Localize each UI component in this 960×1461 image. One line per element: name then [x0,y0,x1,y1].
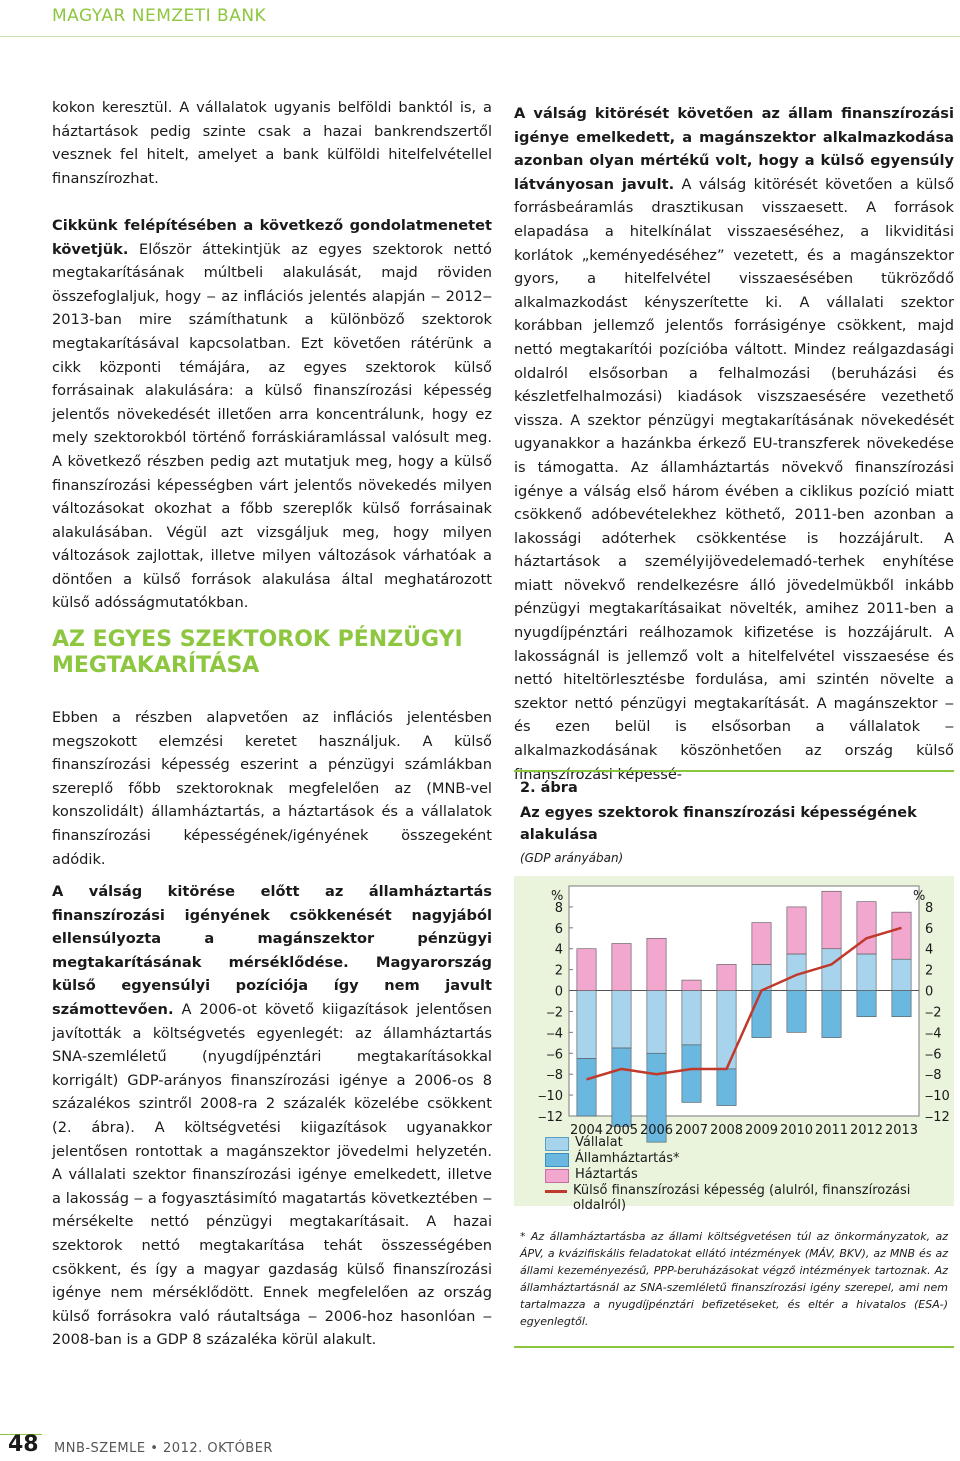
y-tick-left: ‒8 [546,1068,563,1084]
y-tick-right: ‒4 [925,1026,942,1042]
y-unit-left: % [551,889,564,904]
y-tick-left: ‒12 [538,1110,563,1125]
y-tick-right: ‒10 [925,1089,950,1105]
section-heading-line2: MEGTAKARÍTÁSA [52,653,260,678]
paragraph-2-lead: Cikkünk felépítésében a következő gondolatmenetet követjük. [52,216,492,258]
legend-label-allamhaztartas: Államháztartás* [575,1151,680,1166]
paragraph-4-body: A 2006-ot követő kiigazítások jelentősen javították a költségvetés egyenlegét: az államháztartás SNA-szemléletű (nyugdíjpénztári megtakarításokkal korrigált) GDP-arányos finanszírozási igénye a 2006-os 8 százalékos szintről 2008-ra 2 százalék közelébe csökkent (2. ábra). A költségvetési kiigazítások ugyanakkor jelentősen rontottak a magánszektor jövedelmi helyzetén. A vállalati szektor finanszírozási igénye emelkedett, illetve a lakosság ‒ a fogyasztásimító magatartás következtében ‒ mérsékelte nettó pénzügyi megtakarításait. A hazai szektorok nettó megtakarítása tehát összességében csökkent, és így a magyar gazdaság külső finanszírozási igénye nem mérséklődött. Ennek megfelelően az ország külső forrásokra való ráutaltsága ‒ 2006-hoz hasonlóan ‒ 2008-ban is a GDP 8 százaléka körül alakult. [52,1000,492,1349]
bar-vallalat [892,959,911,990]
legend-label-vallalat: Vállalat [575,1135,623,1150]
y-tick-left: 0 [554,984,563,1000]
left-column-bottom [52,880,492,1352]
y-tick-right: ‒6 [925,1047,942,1063]
bar-allamhaztartas [752,991,771,1038]
figure-number: 2. ábra [520,780,578,796]
legend-label-haztartas: Háztartás [575,1167,638,1182]
y-tick-right: ‒12 [925,1110,950,1125]
figure-bottom-rule [514,1346,954,1348]
bar-haztartas [717,964,736,990]
figure-footnote: * Az államháztartásba az állami költségvetésen túl az önkormányzatok, az ÁPV, a kvázifiskális feladatokat ellátó intézmények (MÁV, BKV), az MNB és az állami kezeményezésű, PPP-beruházásokat végző intézmények tartoznak. Az államháztartásnál az SNA-szemléletű finanszírozási igény szerepel, ami nem tartalmazza a nyugdíjpénztári befizetéseket, és eltér a hivatalos (ESA-) egyenlegtől. [520,1230,948,1328]
legend-line-kulso [545,1190,567,1193]
y-tick-right: ‒8 [925,1068,942,1084]
legend-item-haztartas [545,1167,945,1183]
bar-vallalat [857,954,876,991]
running-header: MAGYAR NEMZETI BANK [52,6,267,26]
x-tick-label: 2006 [639,1123,674,1138]
y-tick-left: 8 [554,900,563,916]
x-tick-label: 2008 [709,1123,744,1138]
bar-haztartas [647,938,666,990]
x-tick-label: 2005 [604,1123,639,1138]
bar-vallalat [647,991,666,1054]
header-divider [0,36,960,37]
legend-item-kulso [545,1183,945,1213]
y-tick-right: 6 [925,921,934,937]
bar-haztartas [577,949,596,991]
y-tick-right: ‒2 [925,1005,942,1021]
figure-top-rule [514,770,954,772]
legend-swatch-vallalat [545,1137,569,1151]
bar-haztartas [612,944,631,991]
bar-allamhaztartas [577,1059,596,1117]
paragraph-4-lead: A válság kitörése előtt az államháztartás finanszírozási igényének csökkenését nagyjából ellensúlyozta a magánszektor pénzügyi megtakarításának mérséklődése. Magyarország külső egyensúlyi pozíciója így nem javult számottevően. [52,883,492,1018]
bar-haztartas [682,980,701,990]
y-unit-right: % [913,889,926,904]
y-tick-left: 2 [554,963,563,979]
bar-haztartas [787,907,806,954]
bar-vallalat [577,991,596,1059]
paragraph-2 [52,214,492,615]
x-tick-label: 2004 [569,1123,604,1138]
left-column-section [52,706,492,871]
paragraph-5-body: A válság kitörését követően a külső forrásbeáramlás drasztikusan visszaesett. A források elapadása a hitelkínálat visszaeséséhez, a likviditási korlátok „keményedéséhez” vezetett, és a magánszektor gyors, a hitelfelvétel visszaesésében tükröződő alkalmazkodást kényszerítette ki. A vállalati szektor korábban jellemző jelentős forrásigénye csökkent, majd nettó megtakarítói pozícióba váltott. Mindez reálgazdasági oldalról elsősorban a felhalmozási (beruházási és készletfelhalmozási) kiadások viszszaesésére vezethető vissza. A szektor pénzügyi megtakarításának növekedését ugyanakkor a hazánkba érkező EU-transzferek növekedése is támogatta. Az államháztartás növekvő finanszírozási igénye a válság első három évében a ciklikus pozíció miatt csökkenő adóbevételekhez köthető, 2011-ben azonban a lakossági adóterhek csökkentése is hozzájárult. A háztartások a személyijövedelemadó-terhek enyhítése miatt növekvő rendelkezésre álló jövedelmükből inkább pénzügyi megtakarításaikat növelték, amihez 2011-ben a nyugdíjpénztári reálhozamok kifizetése is hozzájárult. A lakosságnál is jellemző volt a hitelfelvétel visszaesése és nettó hiteltörlesztésbe fordulása, ami szintén növelte a szektor nettó pénzügyi megtakarítását. A magánszektor ‒ és ezen belül is elsősorban a vállalatok ‒ alkalmazkodásának köszönhetően az ország külső finanszírozási képessé- [514,175,954,783]
bar-allamhaztartas [682,1045,701,1103]
left-column-top [52,96,492,615]
bar-allamhaztartas [612,1048,631,1126]
y-tick-right: 4 [925,942,934,958]
right-column [514,102,954,786]
figure-subtitle: (GDP arányában) [520,851,624,865]
bar-allamhaztartas [857,991,876,1017]
legend-item-vallalat [545,1135,945,1151]
y-tick-left: ‒2 [546,1005,563,1021]
y-tick-left: 6 [554,921,563,937]
bar-haztartas [822,891,841,949]
bar-haztartas [892,912,911,959]
bar-allamhaztartas [822,991,841,1038]
figure-title: Az egyes szektorok finanszírozási képességének alakulása [520,805,917,843]
section-heading-line1: AZ EGYES SZEKTOROK PÉNZÜGYI [52,627,463,652]
paragraph-4 [52,880,492,1352]
bar-vallalat [717,991,736,1069]
section-heading [52,627,492,679]
y-tick-left: ‒6 [546,1047,563,1063]
bar-allamhaztartas [787,991,806,1033]
legend-swatch-allamhaztartas [545,1153,569,1167]
legend-swatch-haztartas [545,1169,569,1183]
x-tick-label: 2010 [779,1123,814,1138]
x-tick-label: 2011 [814,1123,849,1138]
paragraph-2-body: Először áttekintjük az egyes szektorok nettó megtakarításának múltbeli alakulását, majd röviden összefoglaljuk, hogy ‒ az inflációs jelentés alapján ‒ 2012‒2013-ban mire számíthatunk a különböző szektorok megtakarításával kapcsolatban. Ezt követően rátérünk a cikk központi témájára, az egyes szektorok külső forrásainak alakulására: a külső finanszírozási képesség jelentős növekedését illetően arra koncentrálunk, hogy ez mely szektorokból történő forráskiáramlással valósult meg. A következő részben pedig azt mutatjuk meg, hogy a külső finanszírozási képességben várt jelentős növekedés milyen változásokat okozhat a főbb szereplők külső forrásainak alakulásában. Végül azt vizsgáljuk meg, hogy milyen változások zajlottak, illetve milyen változások várhatóak a döntően a külső források alakulása által meghatározott külső adósságmutatókban. [52,240,492,612]
journal-footer: MNB-SZEMLE • 2012. OKTÓBER [54,1441,273,1456]
y-tick-left: ‒10 [538,1089,563,1105]
bar-haztartas [752,923,771,965]
legend-label-kulso: Külső finanszírozási képesség (alulról, finanszírozási oldalról) [573,1183,911,1213]
y-tick-right: 8 [925,900,934,916]
x-tick-label: 2012 [849,1123,884,1138]
y-tick-left: ‒4 [546,1026,563,1042]
bar-vallalat [612,991,631,1048]
paragraph-5 [514,102,954,786]
bar-allamhaztartas [892,991,911,1017]
x-tick-label: 2007 [674,1123,709,1138]
page-number: 48 [8,1432,39,1457]
paragraph-5-lead: A válság kitörését követően az állam finanszírozási igénye emelkedett, a magánszektor alkalmazkodása azonban olyan mértékű volt, hogy a külső egyensúly látványosan javult. [514,105,954,193]
legend-item-allamhaztartas [545,1151,945,1167]
x-tick-label: 2009 [744,1123,779,1138]
bar-haztartas [857,902,876,954]
bar-vallalat [822,949,841,991]
paragraph-1: kokon keresztül. A vállalatok ugyanis belföldi banktól is, a háztartások pedig szinte csak a hazai bankrendszertől vesznek fel hitelt, amelyet a bank külföldi hitelfelvétellel finanszírozhat. [52,99,492,187]
paragraph-3: Ebben a részben alapvetően az inflációs jelentésben megszokott elemzési keretet használjuk. A külső finanszírozási képesség eszerint a pénzügyi számlákban szereplő főbb szektoroknak megfelelően az (MNB-vel konszolidált) államháztartás, a háztartások és a vállalatok finanszírozási képességének/igényének összegeként adódik. [52,709,492,868]
x-tick-label: 2013 [884,1123,919,1138]
y-tick-left: 4 [554,942,563,958]
bar-vallalat [682,991,701,1045]
chart-legend [545,1135,945,1213]
y-tick-right: 2 [925,963,934,979]
y-tick-right: 0 [925,984,934,1000]
bar-allamhaztartas [717,1069,736,1106]
